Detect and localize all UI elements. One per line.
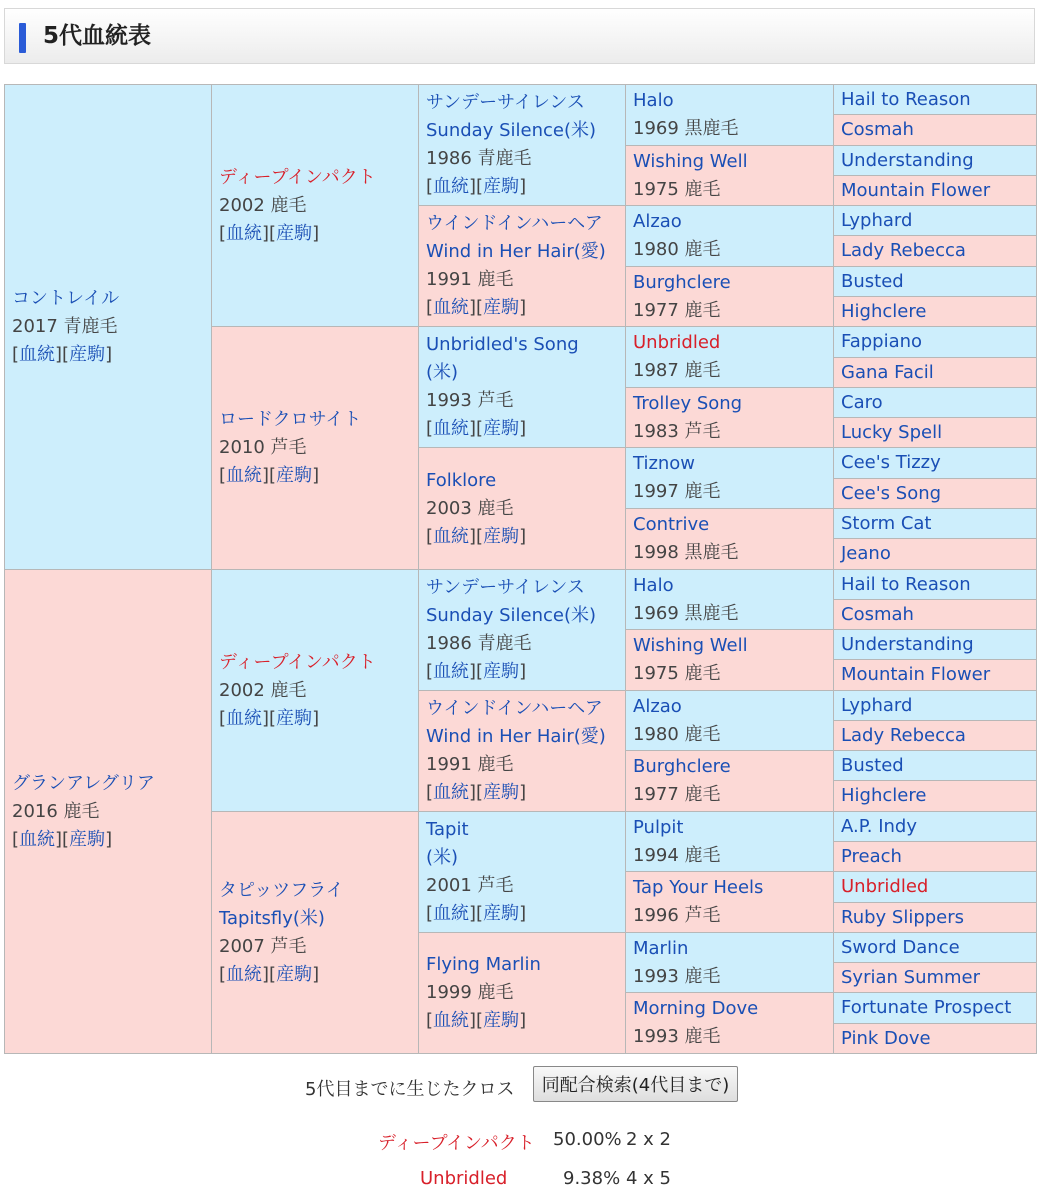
- horse-name[interactable]: ウインドインハーヘア: [426, 213, 603, 234]
- pedigree-cell-gen5: [834, 570, 1037, 600]
- cross-horse-name[interactable]: Unbridled: [420, 1168, 508, 1189]
- pedigree-cell-gen4: [626, 448, 834, 509]
- horse-name[interactable]: Marlin: [633, 937, 689, 959]
- pedigree-cell-gen5: [834, 630, 1037, 660]
- horse-name[interactable]: Hail to Reason: [841, 573, 971, 595]
- horse-name[interactable]: Trolley Song: [633, 392, 743, 414]
- horse-name[interactable]: Flying Marlin: [426, 954, 541, 975]
- pedigree-cell-gen5: [834, 236, 1037, 267]
- section-header: [4, 8, 1035, 64]
- pedigree-cell-gen2: [212, 85, 419, 327]
- horse-name[interactable]: Jeano: [841, 543, 891, 564]
- horse-name[interactable]: Gana Facil: [841, 361, 934, 383]
- offspring-link[interactable]: 産駒: [483, 782, 520, 803]
- horse-name[interactable]: Highclere: [841, 785, 927, 806]
- horse-name-origin[interactable]: Sunday Silence(米): [426, 120, 596, 141]
- cross-horse-name[interactable]: ディープインパクト: [378, 1133, 535, 1154]
- horse-name[interactable]: Lady Rebecca: [841, 724, 966, 746]
- horse-name[interactable]: ロードクロサイト: [219, 409, 362, 430]
- header-accent-bar: [19, 23, 26, 53]
- horse-birth-info: 1996 芦毛: [633, 905, 721, 926]
- pedigree-cell-gen5: [834, 751, 1037, 781]
- blood-link[interactable]: 血統: [433, 176, 470, 197]
- horse-name[interactable]: Fappiano: [841, 331, 923, 352]
- pedigree-cell-gen4: [626, 933, 834, 993]
- horse-birth-info: 1987 鹿毛: [633, 360, 721, 381]
- same-mating-search-button[interactable]: 同配合検索(4代目まで): [533, 1066, 738, 1102]
- horse-name-origin[interactable]: Wind in Her Hair(愛): [426, 241, 606, 262]
- pedigree-cell-gen1: [5, 570, 212, 1054]
- blood-link[interactable]: 血統: [226, 963, 263, 985]
- horse-birth-info: 2002 鹿毛: [219, 679, 307, 701]
- blood-link[interactable]: 血統: [19, 344, 56, 365]
- pedigree-cell-gen5: [834, 85, 1037, 115]
- pedigree-cell-gen5: [834, 267, 1037, 297]
- pedigree-cell-gen4: [626, 691, 834, 751]
- pedigree-cell-gen5: [834, 993, 1037, 1024]
- blood-link[interactable]: 血統: [433, 661, 470, 682]
- pedigree-cell-gen3: [419, 812, 626, 933]
- horse-name[interactable]: Lyphard: [841, 209, 913, 231]
- pedigree-cell-gen4: [626, 993, 834, 1054]
- horse-name[interactable]: Hail to Reason: [841, 88, 971, 110]
- horse-name[interactable]: ディープインパクト: [219, 651, 376, 673]
- horse-name[interactable]: Unbridled: [841, 876, 929, 897]
- horse-birth-info: 1977 鹿毛: [633, 299, 721, 321]
- pedigree-cell-gen5: [834, 903, 1037, 933]
- offspring-link[interactable]: 産駒: [483, 297, 520, 318]
- horse-name-origin[interactable]: (米): [426, 362, 459, 383]
- blood-link[interactable]: 血統: [433, 782, 470, 803]
- horse-name[interactable]: Unbridled: [633, 332, 721, 353]
- pedigree-cell-gen2: [212, 327, 419, 570]
- horse-name[interactable]: ウインドインハーヘア: [426, 698, 603, 719]
- horse-name[interactable]: Halo: [633, 574, 674, 596]
- horse-name[interactable]: Cee's Song: [841, 482, 942, 504]
- pedigree-cell-gen4: [626, 570, 834, 630]
- offspring-link[interactable]: 産駒: [483, 1010, 520, 1031]
- offspring-link[interactable]: 産駒: [483, 418, 520, 439]
- offspring-link[interactable]: 産駒: [276, 963, 313, 985]
- offspring-link[interactable]: 産駒: [483, 903, 520, 924]
- horse-birth-info: 1999 鹿毛: [426, 982, 514, 1003]
- offspring-link[interactable]: 産駒: [276, 465, 313, 486]
- pedigree-cell-gen5: [834, 176, 1037, 206]
- pedigree-cell-gen5: [834, 660, 1037, 691]
- pedigree-links: [血統][産駒]: [426, 176, 527, 197]
- horse-name[interactable]: Syrian Summer: [841, 966, 981, 988]
- horse-name[interactable]: Alzao: [633, 695, 682, 717]
- pedigree-cell-gen5: [834, 812, 1037, 842]
- pedigree-cell-gen4: [626, 812, 834, 872]
- horse-birth-info: 2010 芦毛: [219, 437, 307, 458]
- horse-name[interactable]: Lyphard: [841, 694, 913, 716]
- pedigree-cell-gen5: [834, 327, 1037, 358]
- horse-name[interactable]: Caro: [841, 391, 883, 413]
- horse-birth-info: 1998 黒鹿毛: [633, 542, 739, 563]
- horse-name[interactable]: Mountain Flower: [841, 179, 991, 201]
- offspring-link[interactable]: 産駒: [276, 707, 313, 729]
- horse-name[interactable]: Preach: [841, 845, 902, 867]
- cross-generations: 2 x 2: [626, 1129, 671, 1150]
- horse-birth-info: 2016 鹿毛: [12, 800, 100, 822]
- horse-name[interactable]: タピッツフライ: [219, 879, 344, 901]
- pedigree-cell-gen5: [834, 933, 1037, 963]
- pedigree-cell-gen1: [5, 85, 212, 570]
- pedigree-cell-gen3: [419, 327, 626, 448]
- horse-birth-info: 1993 芦毛: [426, 390, 514, 411]
- horse-birth-info: 1986 青鹿毛: [426, 148, 532, 169]
- pedigree-cell-gen5: [834, 539, 1037, 570]
- pedigree-cell-gen5: [834, 448, 1037, 479]
- horse-birth-info: 1980 鹿毛: [633, 239, 721, 260]
- blood-link[interactable]: 血統: [433, 418, 470, 439]
- blood-link[interactable]: 血統: [433, 903, 470, 924]
- horse-name-origin[interactable]: Tapitsfly(米): [219, 907, 325, 929]
- blood-link[interactable]: 血統: [433, 525, 470, 547]
- pedigree-cell-gen4: [626, 630, 834, 691]
- pedigree-cell-gen2: [212, 812, 419, 1054]
- horse-name[interactable]: Storm Cat: [841, 512, 932, 534]
- pedigree-links: [血統][産駒]: [426, 1010, 527, 1031]
- pedigree-cell-gen5: [834, 146, 1037, 176]
- horse-birth-info: 2001 芦毛: [426, 875, 514, 896]
- horse-name[interactable]: Understanding: [841, 633, 974, 655]
- blood-link[interactable]: 血統: [226, 707, 263, 729]
- horse-birth-info: 1993 鹿毛: [633, 965, 721, 987]
- offspring-link[interactable]: 産駒: [69, 344, 106, 365]
- horse-name[interactable]: Cosmah: [841, 119, 914, 140]
- pedigree-links: [血統][産駒]: [426, 525, 527, 547]
- pedigree-cell-gen5: [834, 872, 1037, 903]
- cross-label: 5代目までに生じたクロス: [305, 1079, 515, 1100]
- pedigree-cell-gen5: [834, 206, 1037, 236]
- pedigree-links: [血統][産駒]: [426, 782, 527, 803]
- horse-name[interactable]: Ruby Slippers: [841, 906, 965, 928]
- horse-name[interactable]: Alzao: [633, 211, 682, 232]
- horse-name[interactable]: Folklore: [426, 469, 497, 491]
- pedigree-links: [血統][産駒]: [219, 707, 320, 729]
- pedigree-cell-gen5: [834, 600, 1037, 630]
- pedigree-cell-gen2: [212, 570, 419, 812]
- horse-name[interactable]: Cosmah: [841, 603, 914, 625]
- pedigree-cell-gen4: [626, 751, 834, 812]
- pedigree-cell-gen4: [626, 327, 834, 388]
- offspring-link[interactable]: 産駒: [483, 176, 520, 197]
- horse-name[interactable]: ディープインパクト: [219, 166, 376, 188]
- horse-name[interactable]: Lady Rebecca: [841, 240, 966, 261]
- horse-birth-info: 1983 芦毛: [633, 420, 721, 442]
- pedigree-cell-gen4: [626, 267, 834, 327]
- pedigree-cell-gen4: [626, 85, 834, 146]
- pedigree-cell-gen5: [834, 509, 1037, 539]
- offspring-link[interactable]: 産駒: [483, 525, 520, 547]
- horse-name[interactable]: Sword Dance: [841, 936, 960, 958]
- pedigree-cell-gen5: [834, 479, 1037, 509]
- horse-name[interactable]: Morning Dove: [633, 998, 759, 1019]
- pedigree-cell-gen3: [419, 448, 626, 570]
- horse-name[interactable]: Busted: [841, 270, 904, 292]
- blood-link[interactable]: 血統: [433, 1010, 470, 1031]
- horse-name[interactable]: Unbridled's Song: [426, 334, 579, 355]
- horse-name[interactable]: Burghclere: [633, 271, 731, 293]
- pedigree-cell-gen4: [626, 388, 834, 448]
- horse-name[interactable]: Halo: [633, 90, 674, 111]
- section-title: 5代血統表: [43, 23, 152, 49]
- pedigree-links: [血統][産駒]: [12, 344, 113, 365]
- horse-name[interactable]: Tapit: [426, 819, 469, 840]
- pedigree-cell-gen5: [834, 691, 1037, 721]
- pedigree-cell-gen5: [834, 842, 1037, 872]
- horse-name[interactable]: サンデーサイレンス: [426, 92, 585, 113]
- horse-name[interactable]: Lucky Spell: [841, 421, 943, 443]
- horse-name[interactable]: Fortunate Prospect: [841, 997, 1012, 1018]
- blood-link[interactable]: 血統: [433, 297, 470, 318]
- horse-name[interactable]: A.P. Indy: [841, 815, 918, 837]
- horse-name-origin[interactable]: Sunday Silence(米): [426, 605, 596, 626]
- pedigree-cell-gen5: [834, 418, 1037, 448]
- offspring-link[interactable]: 産駒: [483, 661, 520, 682]
- pedigree-links: [血統][産駒]: [426, 418, 527, 439]
- pedigree-table: [4, 84, 1037, 1054]
- pedigree-cell-gen3: [419, 933, 626, 1054]
- pedigree-cell-gen3: [419, 570, 626, 691]
- horse-name[interactable]: Pulpit: [633, 816, 684, 838]
- pedigree-links: [血統][産駒]: [219, 222, 320, 244]
- pedigree-cell-gen5: [834, 1024, 1037, 1054]
- horse-birth-info: 1977 鹿毛: [633, 784, 721, 805]
- horse-name[interactable]: Cee's Tizzy: [841, 452, 941, 473]
- horse-name-origin[interactable]: Wind in Her Hair(愛): [426, 726, 606, 747]
- horse-name[interactable]: Mountain Flower: [841, 664, 991, 685]
- pedigree-cell-gen5: [834, 781, 1037, 812]
- pedigree-cell-gen3: [419, 85, 626, 206]
- pedigree-cell-gen3: [419, 691, 626, 812]
- cross-percentage: 9.38%: [563, 1168, 621, 1189]
- horse-name[interactable]: Highclere: [841, 300, 927, 322]
- horse-name[interactable]: Wishing Well: [633, 635, 748, 656]
- cross-percentage: 50.00%: [553, 1129, 622, 1150]
- offspring-link[interactable]: 産駒: [69, 828, 106, 850]
- horse-birth-info: 1969 黒鹿毛: [633, 118, 739, 139]
- cross-generations: 4 x 5: [626, 1168, 671, 1189]
- horse-name[interactable]: Tiznow: [633, 453, 696, 474]
- pedigree-links: [血統][産駒]: [219, 465, 320, 486]
- horse-name[interactable]: Pink Dove: [841, 1027, 931, 1049]
- offspring-link[interactable]: 産駒: [276, 222, 313, 244]
- pedigree-cell-gen5: [834, 963, 1037, 993]
- horse-name[interactable]: Tap Your Heels: [633, 877, 764, 898]
- blood-link[interactable]: 血統: [226, 465, 263, 486]
- pedigree-cell-gen4: [626, 146, 834, 206]
- horse-birth-info: 1991 鹿毛: [426, 269, 514, 290]
- pedigree-cell-gen5: [834, 388, 1037, 418]
- horse-birth-info: 2002 鹿毛: [219, 194, 307, 216]
- pedigree-links: [血統][産駒]: [426, 297, 527, 318]
- horse-birth-info: 1980 鹿毛: [633, 723, 721, 745]
- pedigree-cell-gen5: [834, 721, 1037, 751]
- pedigree-cell-gen4: [626, 206, 834, 267]
- blood-link[interactable]: 血統: [226, 222, 263, 244]
- pedigree-links: [血統][産駒]: [219, 963, 320, 985]
- pedigree-cell-gen5: [834, 358, 1037, 388]
- horse-name[interactable]: Wishing Well: [633, 150, 748, 172]
- horse-birth-info: 1994 鹿毛: [633, 844, 721, 866]
- horse-name[interactable]: Busted: [841, 754, 904, 776]
- horse-birth-info: 1991 鹿毛: [426, 754, 514, 775]
- horse-name[interactable]: サンデーサイレンス: [426, 577, 585, 598]
- horse-birth-info: 1969 黒鹿毛: [633, 602, 739, 624]
- horse-birth-info: 2003 鹿毛: [426, 497, 514, 519]
- horse-birth-info: 1975 鹿毛: [633, 178, 721, 200]
- horse-birth-info: 2017 青鹿毛: [12, 316, 118, 337]
- pedigree-cell-gen4: [626, 872, 834, 933]
- pedigree-cell-gen5: [834, 297, 1037, 327]
- pedigree-cell-gen3: [419, 206, 626, 327]
- horse-name[interactable]: Burghclere: [633, 756, 731, 777]
- horse-name[interactable]: コントレイル: [12, 288, 120, 309]
- horse-name[interactable]: グランアレグリア: [12, 772, 155, 794]
- pedigree-links: [血統][産駒]: [426, 903, 527, 924]
- horse-name-origin[interactable]: (米): [426, 847, 459, 868]
- horse-birth-info: 1997 鹿毛: [633, 481, 721, 502]
- pedigree-links: [血統][産駒]: [12, 828, 113, 850]
- pedigree-links: [血統][産駒]: [426, 661, 527, 682]
- horse-birth-info: 2007 芦毛: [219, 935, 307, 957]
- horse-name[interactable]: Contrive: [633, 514, 710, 535]
- pedigree-cell-gen4: [626, 509, 834, 570]
- horse-birth-info: 1993 鹿毛: [633, 1026, 721, 1047]
- cross-section: [0, 1060, 1037, 1199]
- pedigree-cell-gen5: [834, 115, 1037, 146]
- blood-link[interactable]: 血統: [19, 828, 56, 850]
- horse-birth-info: 1986 青鹿毛: [426, 633, 532, 654]
- horse-name[interactable]: Understanding: [841, 149, 974, 171]
- horse-birth-info: 1975 鹿毛: [633, 663, 721, 684]
